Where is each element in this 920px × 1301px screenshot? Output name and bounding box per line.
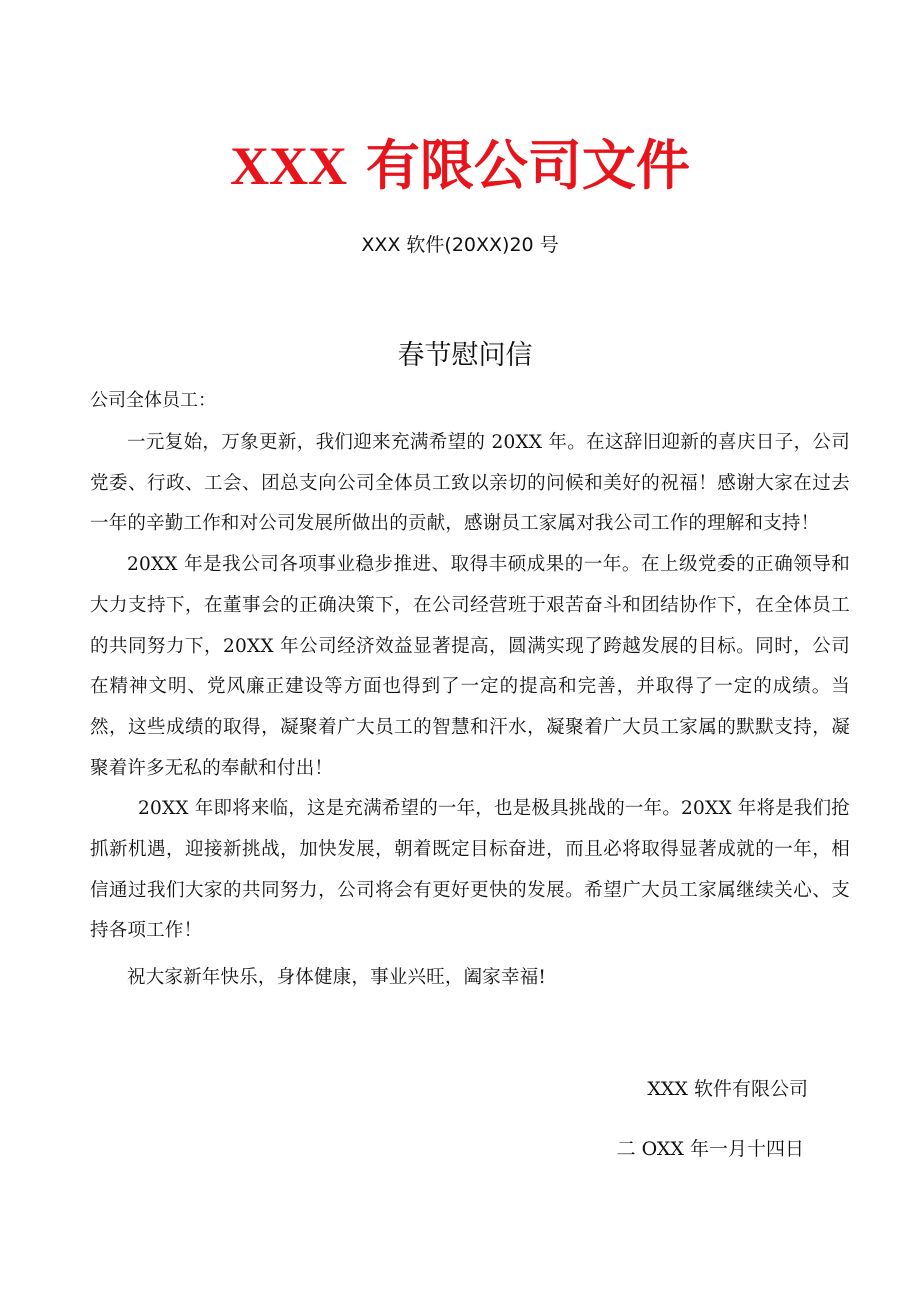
- body-paragraph: 20XX 年即将来临，这是充满希望的一年，也是极具挑战的一年。20XX 年将是我们抢抓新机遇，迎接新挑战，加快发展，朝着既定目标奋进，而且必将取得显著成就的一年，相信通过我们大家的共同努力，公司将会有更好更快的发展。希望广大员工家属继续关心、支持各项工作！: [90, 798, 850, 942]
- signature-company: XXX 软件有限公司: [647, 1078, 808, 1100]
- body-paragraph: 20XX 年是我公司各项事业稳步推进、取得丰硕成果的一年。在上级党委的正确领导和大力支持下，在董事会的正确决策下，在公司经营班于艰苦奋斗和团结协作下，在全体员工的共同努力下，20XX 年公司经济效益显著提高，圆满实现了跨越发展的目标。同时，公司在精神文明、党风廉正建设等方面也得到了一定的提高和完善，并取得了一定的成绩。当然，这些成绩的取得，凝聚着广大员工的智慧和汗水，凝聚着广大员工家属的默默支持，凝聚着许多无私的奉献和付出！: [90, 554, 850, 779]
- header-company-prefix: XXX: [230, 136, 348, 196]
- signature-date: 二 OXX 年一月十四日: [616, 1138, 804, 1160]
- blessing-line: 祝大家新年快乐，身体健康，事业兴旺，阖家幸福!: [127, 967, 547, 989]
- document-header-title: [0, 126, 920, 206]
- letter-title: 春节慰问信: [397, 340, 533, 371]
- header-title-suffix: 有限公司文件: [365, 134, 690, 197]
- document-number: XXX 软件(20XX)20 号: [361, 234, 559, 256]
- letter-body: [90, 423, 850, 999]
- body-paragraph: 一元复始，万象更新，我们迎来充满希望的 20XX 年。在这辞旧迎新的喜庆日子，公司党委、行政、工会、团总支向公司全体员工致以亲切的问候和美好的祝福！感谢大家在过去一年的辛勤工作和对公司发展所做出的贡献，感谢员工家属对我公司工作的理解和支持！: [90, 432, 850, 535]
- salutation: 公司全体员工：: [90, 390, 216, 411]
